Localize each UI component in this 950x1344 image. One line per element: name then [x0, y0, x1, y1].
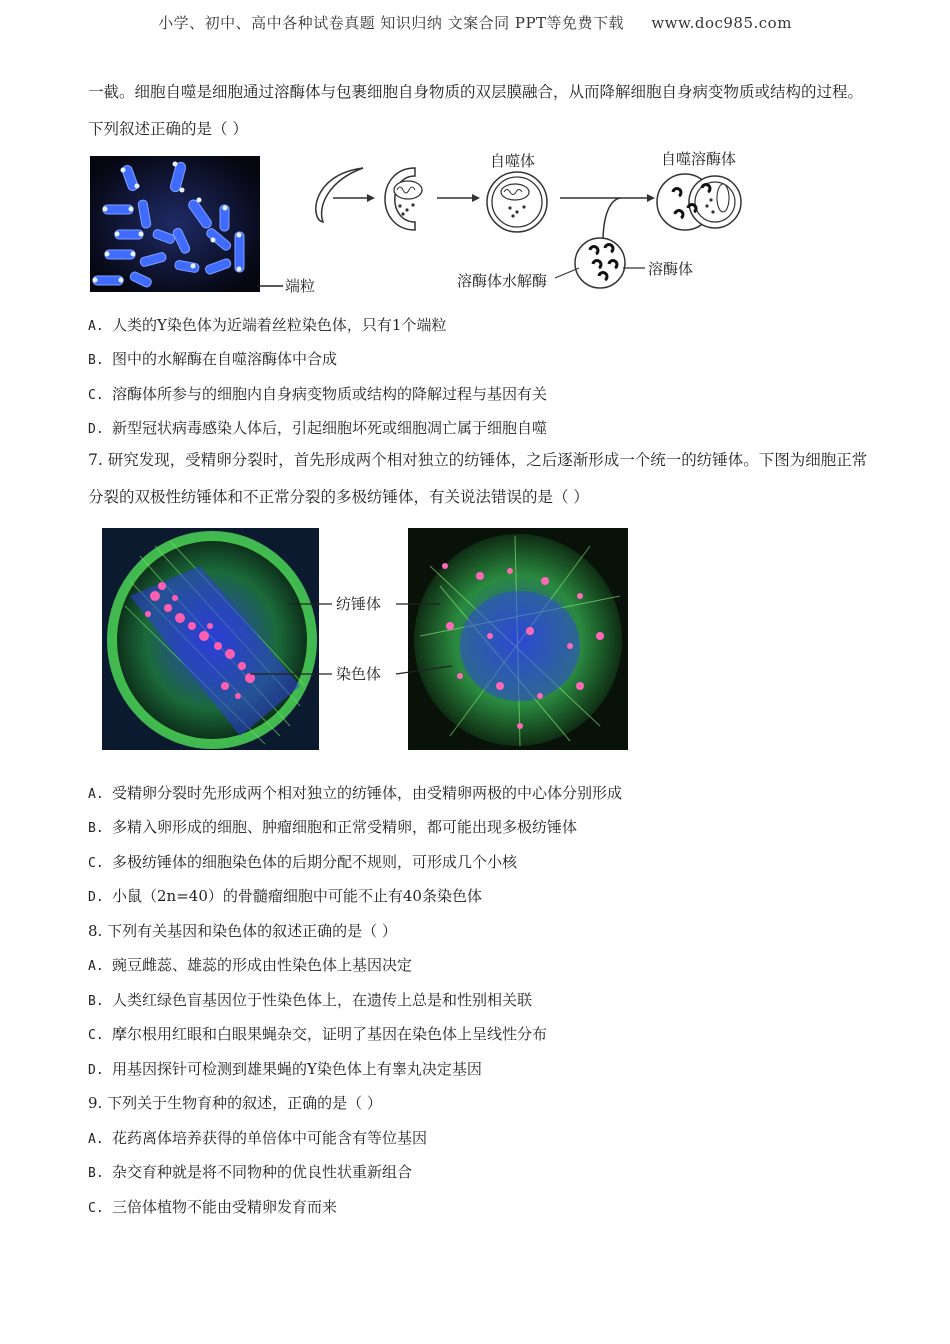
q9-option-b[interactable]: B. 杂交育种就是将不同物种的优良性状重新组合 — [88, 1163, 413, 1181]
q6-option-c[interactable]: C. 溶酶体所参与的细胞内自身病变物质或结构的降解过程与基因有关 — [88, 385, 548, 403]
autophagosome — [487, 172, 547, 232]
q7-text: 7. 研究发现，受精卵分裂时，首先形成两个相对独立的纺锤体，之后逐渐形成一个统一的纺锤体。下图为细胞正常分裂的双极性纺锤体和不正常分裂的多极纺锤体，有关说法错误的是（ ） — [88, 451, 868, 506]
autophagosome-label: 自噬体 — [490, 152, 536, 170]
q9-option-c[interactable]: C. 三倍体植物不能由受精卵发育而来 — [88, 1198, 338, 1216]
spindle-label: 纺锤体 — [336, 595, 382, 613]
q8-option-c[interactable]: C. 摩尔根用红眼和白眼果蝇杂交，证明了基因在染色体上呈线性分布 — [88, 1025, 548, 1043]
q7-option-d[interactable]: D. 小鼠（2n=40）的骨髓瘤细胞中可能不止有40条染色体 — [88, 887, 482, 905]
multipolar-spindle-image — [408, 528, 628, 750]
q6-option-b[interactable]: B. 图中的水解酶在自噬溶酶体中合成 — [88, 350, 338, 368]
autophagy-figure — [85, 150, 765, 300]
header-text: 小学、初中、高中各种试卷真题 知识归纳 文案合同 PPT等免费下载 — [158, 14, 625, 32]
q7-option-b[interactable]: B. 多精入卵形成的细胞、肿瘤细胞和正常受精卵，都可能出现多极纺锤体 — [88, 818, 578, 836]
q9-text: 9. 下列关于生物育种的叙述，正确的是（ ） — [88, 1094, 382, 1112]
q7-option-c[interactable]: C. 多极纺锤体的细胞染色体的后期分配不规则，可形成几个小核 — [88, 853, 518, 871]
hydrolase-label: 溶酶体水解酶 — [457, 272, 548, 290]
spindle-figure — [100, 526, 630, 752]
q8-option-a[interactable]: A. 豌豆雌蕊、雄蕊的形成由性染色体上基因决定 — [88, 956, 413, 974]
autolysosome-label: 自噬溶酶体 — [661, 150, 737, 168]
q9-option-a[interactable]: A. 花药离体培养获得的单倍体中可能含有等位基因 — [88, 1129, 428, 1147]
karyotype-image — [90, 156, 260, 292]
page-header — [0, 12, 950, 33]
phagophore — [385, 168, 422, 230]
q6-option-a[interactable]: A. 人类的Y染色体为近端着丝粒染色体，只有1个端粒 — [88, 316, 447, 334]
header-site[interactable]: www.doc985.com — [651, 14, 792, 32]
q6-text: 一截。细胞自噬是细胞通过溶酶体与包裹细胞自身物质的双层膜融合，从而降解细胞自身病变物质或结构的过程。下列叙述正确的是（ ） — [88, 83, 864, 138]
q8-text: 8. 下列有关基因和染色体的叙述正确的是（ ） — [88, 922, 397, 940]
autolysosome — [657, 174, 741, 230]
q8-option-d[interactable]: D. 用基因探针可检测到雄果蝇的Y染色体上有睾丸决定基因 — [88, 1060, 482, 1078]
telomere-label: 端粒 — [285, 277, 316, 295]
lysosome-label: 溶酶体 — [648, 260, 694, 278]
lysosome — [575, 238, 625, 288]
q8-option-b[interactable]: B. 人类红绿色盲基因位于性染色体上，在遗传上总是和性别相关联 — [88, 991, 533, 1009]
q6-option-d[interactable]: D. 新型冠状病毒感染人体后，引起细胞坏死或细胞凋亡属于细胞自噬 — [88, 419, 548, 437]
chromosome-label: 染色体 — [336, 665, 382, 683]
q7-option-a[interactable]: A. 受精卵分裂时先形成两个相对独立的纺锤体，由受精卵两极的中心体分别形成 — [88, 784, 623, 802]
bipolar-spindle-image — [102, 528, 319, 750]
membrane-crescent — [316, 168, 363, 222]
